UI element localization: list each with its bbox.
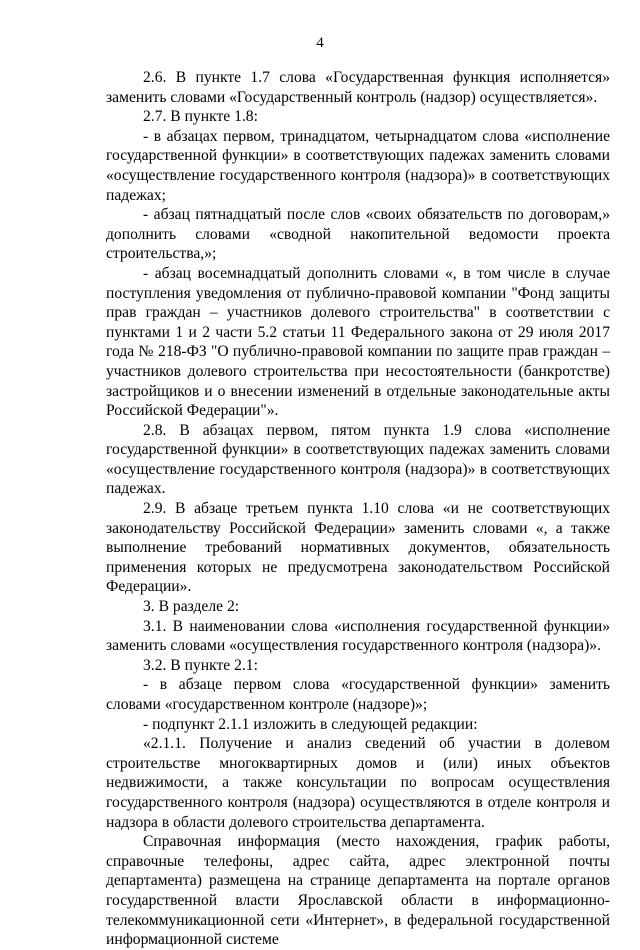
paragraph-2-7: 2.7. В пункте 1.8:	[143, 108, 258, 126]
paragraph-2-9: 2.9. В абзаце третьем пункта 1.10 слова «и не соответствующих законодательству Российской Федерации» заменить словами «, а также выполнение требований нормативных документов, обязательность применения которых не предусмотрена законодательством Российской Федерации».	[106, 500, 610, 596]
page-number: 4	[316, 35, 324, 51]
document-body	[106, 68, 610, 950]
paragraph-3: 3. В разделе 2:	[143, 598, 240, 616]
paragraph-2-7-item-3: - абзац восемнадцатый дополнить словами «, в том числе в случае поступления уведомления от публично-правовой компании "Фонд защиты прав граждан – участников долевого строительства" в соответствии с пунктами 1 и 2 части 5.2 статьи 11 Федерального закона от 29 июля 2017 года № 218-ФЗ "О публично-правовой компании по защите прав граждан – участников долевого строительства при несостоятельности (банкротстве) застройщиков и о внесении изменений в отдельные законодательные акты Российской Федерации"».	[106, 264, 610, 420]
paragraph-2-8: 2.8. В абзацах первом, пятом пункта 1.9 слова «исполнение государственной функции» в соответствующих падежах заменить словами «осуществление государственного контроля (надзора)» в соответствующих падежах.	[106, 421, 610, 498]
paragraph-3-2: 3.2. В пункте 2.1:	[143, 656, 258, 674]
paragraph-3-2-item-2: - подпункт 2.1.1 изложить в следующей редакции:	[143, 715, 478, 733]
paragraph-3-2-item-1: - в абзаце первом слова «государственной функции» заменить словами «государственном контроле (надзоре)»;	[106, 676, 610, 713]
paragraph-2-7-item-2: - абзац пятнадцатый после слов «своих обязательств по договорам,» дополнить словами «сводной накопительной ведомости проекта строительства,»;	[106, 206, 610, 263]
paragraph-2-6: 2.6. В пункте 1.7 слова «Государственная функция исполняется» заменить словами «Государственный контроль (надзор) осуществляется».	[106, 69, 610, 106]
paragraph-3-1: 3.1. В наименовании слова «исполнения государственной функции» заменить словами «осуществления государственного контроля (надзора)».	[106, 617, 610, 655]
paragraph-2-1-1: «2.1.1. Получение и анализ сведений об участии в долевом строительстве многоквартирных домов и (или) иных объектов недвижимости, а также консультации по вопросам осуществления государственного контроля (надзора) осуществляются в отделе контроля и надзора в области долевого строительства департамента.	[106, 735, 610, 831]
paragraph-reference-info: Справочная информация (место нахождения, график работы, справочные телефоны, адрес сайта, адрес электронной почты департамента) размещена на странице департамента на портале органов государственной власти Ярославской области в информационно-телекоммуникационной сети «Интернет», в федеральной государственной информационной системе	[106, 833, 610, 949]
paragraph-2-7-item-1: - в абзацах первом, тринадцатом, четырнадцатом слова «исполнение государственной функции» в соответствующих падежах заменить словами «осуществление государственного контроля (надзора)» в соответствующих падежах;	[106, 127, 610, 204]
